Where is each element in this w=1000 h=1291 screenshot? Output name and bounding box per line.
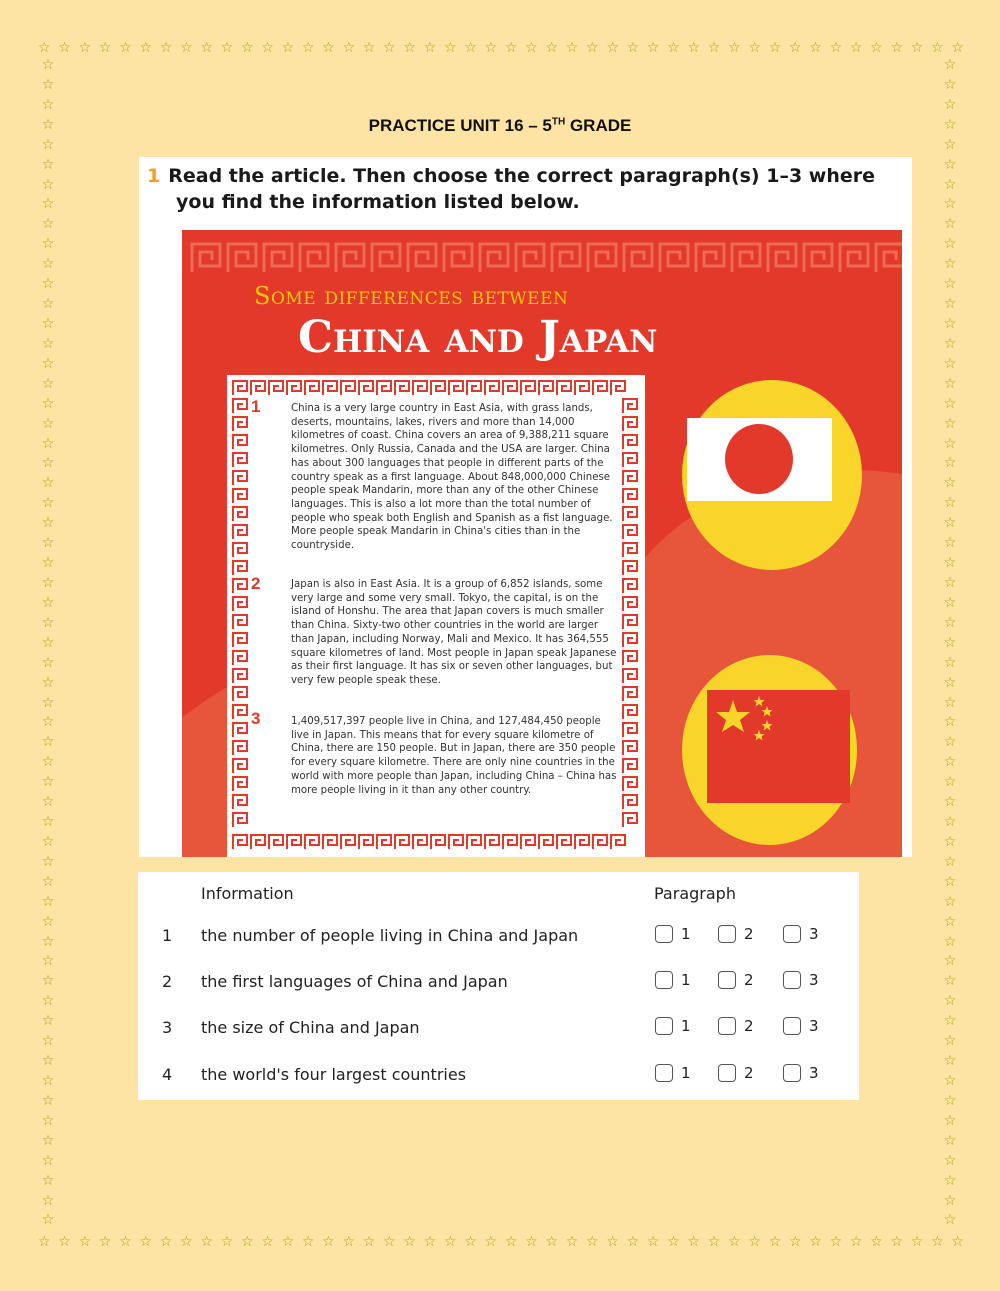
star-outline-icon: ☆ bbox=[41, 1192, 55, 1209]
star-outline-icon: ☆ bbox=[383, 1234, 396, 1250]
star-outline-icon: ☆ bbox=[41, 76, 55, 93]
star-outline-icon: ☆ bbox=[41, 515, 55, 532]
paragraph-checkbox-2[interactable] bbox=[718, 1017, 754, 1035]
star-outline-icon: ☆ bbox=[728, 1234, 741, 1250]
star-outline-icon: ☆ bbox=[180, 40, 193, 56]
paragraph-checkbox-1[interactable] bbox=[655, 1064, 691, 1082]
star-outline-icon: ☆ bbox=[139, 40, 153, 56]
star-outline-icon: ☆ bbox=[870, 1234, 883, 1250]
star-outline-icon: ☆ bbox=[504, 1234, 518, 1250]
star-outline-icon: ☆ bbox=[943, 774, 957, 791]
star-outline-icon: ☆ bbox=[240, 40, 254, 56]
star-outline-icon: ☆ bbox=[41, 833, 55, 850]
star-outline-icon: ☆ bbox=[646, 40, 660, 56]
checkbox-empty-icon[interactable] bbox=[718, 1017, 736, 1035]
star-outline-icon: ☆ bbox=[41, 375, 55, 392]
star-outline-icon: ☆ bbox=[525, 1234, 538, 1250]
star-outline-icon: ☆ bbox=[41, 156, 55, 173]
star-outline-icon: ☆ bbox=[943, 734, 957, 751]
star-outline-icon: ☆ bbox=[525, 40, 538, 56]
star-outline-icon: ☆ bbox=[943, 335, 957, 352]
star-outline-icon: ☆ bbox=[943, 296, 957, 313]
star-outline-icon: ☆ bbox=[849, 1234, 863, 1250]
star-outline-icon: ☆ bbox=[943, 415, 957, 432]
star-outline-icon: ☆ bbox=[809, 40, 822, 56]
star-outline-icon: ☆ bbox=[180, 1234, 193, 1250]
star-outline-icon: ☆ bbox=[829, 1234, 843, 1250]
star-outline-icon: ☆ bbox=[943, 196, 957, 213]
star-outline-icon: ☆ bbox=[943, 96, 957, 113]
star-outline-icon: ☆ bbox=[41, 634, 55, 651]
china-flag-icon bbox=[707, 690, 850, 803]
star-outline-icon: ☆ bbox=[362, 1234, 376, 1250]
paragraph-checkbox-1[interactable] bbox=[655, 971, 691, 989]
paragraph-checkbox-1[interactable] bbox=[655, 925, 691, 943]
instruction bbox=[147, 163, 887, 215]
row-text: the world's four largest countries bbox=[201, 1065, 467, 1084]
paragraph-checkbox-2[interactable] bbox=[718, 1064, 754, 1082]
star-outline-icon: ☆ bbox=[58, 1234, 71, 1250]
star-outline-icon: ☆ bbox=[943, 754, 957, 771]
table-row bbox=[138, 1061, 859, 1091]
header-information: Information bbox=[201, 884, 294, 903]
star-outline-icon: ☆ bbox=[943, 694, 957, 711]
star-outline-icon: ☆ bbox=[322, 1234, 335, 1250]
paragraph-3-number: 3 bbox=[251, 709, 261, 728]
star-outline-icon: ☆ bbox=[362, 40, 376, 56]
star-outline-icon: ☆ bbox=[943, 953, 957, 970]
star-outline-icon: ☆ bbox=[606, 1234, 619, 1250]
star-outline-icon: ☆ bbox=[41, 256, 55, 273]
checkbox-label: 1 bbox=[681, 925, 691, 943]
star-outline-icon: ☆ bbox=[41, 754, 55, 771]
star-outline-icon: ☆ bbox=[41, 475, 55, 492]
star-outline-icon: ☆ bbox=[41, 873, 55, 890]
star-outline-icon: ☆ bbox=[943, 315, 957, 332]
paragraph-checkbox-2[interactable] bbox=[718, 925, 754, 943]
star-outline-icon: ☆ bbox=[41, 276, 55, 293]
star-outline-icon: ☆ bbox=[943, 654, 957, 671]
star-outline-icon: ☆ bbox=[545, 1234, 558, 1250]
checkbox-label: 1 bbox=[681, 1064, 691, 1082]
star-outline-icon: ☆ bbox=[322, 40, 335, 56]
star-border-top bbox=[38, 38, 964, 58]
star-outline-icon: ☆ bbox=[943, 993, 957, 1010]
star-outline-icon: ☆ bbox=[943, 395, 957, 412]
star-outline-icon: ☆ bbox=[943, 913, 957, 930]
row-text: the first languages of China and Japan bbox=[201, 972, 508, 991]
checkbox-label: 3 bbox=[809, 1064, 819, 1082]
star-outline-icon: ☆ bbox=[943, 1073, 957, 1090]
star-outline-icon: ☆ bbox=[943, 814, 957, 831]
star-outline-icon: ☆ bbox=[41, 136, 55, 153]
star-outline-icon: ☆ bbox=[383, 40, 396, 56]
star-outline-icon: ☆ bbox=[943, 794, 957, 811]
checkbox-empty-icon[interactable] bbox=[655, 1064, 673, 1082]
star-outline-icon: ☆ bbox=[484, 1234, 498, 1250]
star-outline-icon: ☆ bbox=[261, 40, 274, 56]
star-outline-icon: ☆ bbox=[748, 40, 761, 56]
star-outline-icon: ☆ bbox=[626, 1234, 640, 1250]
star-outline-icon: ☆ bbox=[943, 216, 957, 233]
star-outline-icon: ☆ bbox=[943, 973, 957, 990]
row-number: 2 bbox=[162, 972, 173, 991]
star-outline-icon: ☆ bbox=[41, 594, 55, 611]
star-outline-icon: ☆ bbox=[41, 853, 55, 870]
star-outline-icon: ☆ bbox=[41, 1152, 55, 1169]
star-outline-icon: ☆ bbox=[910, 1234, 924, 1250]
star-outline-icon: ☆ bbox=[943, 355, 957, 372]
star-outline-icon: ☆ bbox=[41, 96, 55, 113]
star-outline-icon: ☆ bbox=[41, 57, 55, 73]
star-outline-icon: ☆ bbox=[41, 953, 55, 970]
star-outline-icon: ☆ bbox=[41, 973, 55, 990]
star-outline-icon: ☆ bbox=[943, 634, 957, 651]
star-outline-icon: ☆ bbox=[41, 535, 55, 552]
checkbox-label: 2 bbox=[744, 1017, 754, 1035]
star-outline-icon: ☆ bbox=[943, 495, 957, 512]
star-outline-icon: ☆ bbox=[943, 1132, 957, 1149]
star-outline-icon: ☆ bbox=[159, 40, 173, 56]
star-outline-icon: ☆ bbox=[41, 335, 55, 352]
instruction-number: 1 bbox=[147, 165, 161, 187]
star-outline-icon: ☆ bbox=[41, 495, 55, 512]
star-outline-icon: ☆ bbox=[943, 276, 957, 293]
star-outline-icon: ☆ bbox=[951, 40, 964, 56]
checkbox-empty-icon[interactable] bbox=[718, 1064, 736, 1082]
star-outline-icon: ☆ bbox=[849, 40, 863, 56]
star-outline-icon: ☆ bbox=[301, 40, 315, 56]
star-outline-icon: ☆ bbox=[41, 933, 55, 950]
star-border-right bbox=[940, 58, 960, 1228]
star-outline-icon: ☆ bbox=[41, 1013, 55, 1030]
star-outline-icon: ☆ bbox=[788, 1234, 802, 1250]
star-outline-icon: ☆ bbox=[41, 395, 55, 412]
page-title-end: GRADE bbox=[565, 116, 632, 135]
paragraph-checkbox-1[interactable] bbox=[655, 1017, 691, 1035]
star-outline-icon: ☆ bbox=[606, 40, 619, 56]
star-outline-icon: ☆ bbox=[943, 76, 957, 93]
star-outline-icon: ☆ bbox=[41, 415, 55, 432]
article-title: China and Japan bbox=[298, 312, 658, 363]
star-outline-icon: ☆ bbox=[41, 196, 55, 213]
star-outline-icon: ☆ bbox=[943, 236, 957, 253]
paragraph-checkbox-2[interactable] bbox=[718, 971, 754, 989]
star-outline-icon: ☆ bbox=[667, 1234, 680, 1250]
checkbox-label: 2 bbox=[744, 971, 754, 989]
star-outline-icon: ☆ bbox=[943, 1172, 957, 1189]
star-outline-icon: ☆ bbox=[41, 734, 55, 751]
article-subtitle: Some differences between bbox=[254, 282, 569, 310]
star-outline-icon: ☆ bbox=[943, 1033, 957, 1050]
star-outline-icon: ☆ bbox=[261, 1234, 274, 1250]
star-outline-icon: ☆ bbox=[41, 1073, 55, 1090]
table-row bbox=[138, 922, 859, 952]
article-poster bbox=[182, 230, 902, 857]
star-outline-icon: ☆ bbox=[41, 814, 55, 831]
article-card bbox=[139, 157, 912, 857]
star-outline-icon: ☆ bbox=[951, 1234, 964, 1250]
japan-flag-icon bbox=[687, 418, 832, 501]
checkbox-empty-icon[interactable] bbox=[655, 925, 673, 943]
star-outline-icon: ☆ bbox=[342, 40, 356, 56]
star-outline-icon: ☆ bbox=[159, 1234, 173, 1250]
checkbox-empty-icon[interactable] bbox=[783, 925, 801, 943]
star-outline-icon: ☆ bbox=[707, 1234, 721, 1250]
row-text: the size of China and Japan bbox=[201, 1018, 420, 1037]
star-outline-icon: ☆ bbox=[78, 1234, 92, 1250]
star-outline-icon: ☆ bbox=[586, 1234, 599, 1250]
star-outline-icon: ☆ bbox=[943, 1112, 957, 1129]
star-outline-icon: ☆ bbox=[943, 933, 957, 950]
star-outline-icon: ☆ bbox=[423, 40, 437, 56]
star-outline-icon: ☆ bbox=[943, 256, 957, 273]
star-outline-icon: ☆ bbox=[41, 296, 55, 313]
checkbox-label: 3 bbox=[809, 925, 819, 943]
star-outline-icon: ☆ bbox=[41, 694, 55, 711]
star-outline-icon: ☆ bbox=[41, 176, 55, 193]
star-outline-icon: ☆ bbox=[41, 355, 55, 372]
star-outline-icon: ☆ bbox=[646, 1234, 660, 1250]
star-outline-icon: ☆ bbox=[943, 893, 957, 910]
star-outline-icon: ☆ bbox=[565, 40, 579, 56]
table-row bbox=[138, 1014, 859, 1044]
star-outline-icon: ☆ bbox=[41, 435, 55, 452]
star-outline-icon: ☆ bbox=[565, 1234, 579, 1250]
star-outline-icon: ☆ bbox=[943, 375, 957, 392]
star-outline-icon: ☆ bbox=[342, 1234, 356, 1250]
star-outline-icon: ☆ bbox=[119, 40, 132, 56]
star-outline-icon: ☆ bbox=[748, 1234, 761, 1250]
page-title-superscript: TH bbox=[551, 116, 566, 128]
checkbox-empty-icon[interactable] bbox=[783, 1017, 801, 1035]
star-outline-icon: ☆ bbox=[943, 535, 957, 552]
checkbox-empty-icon[interactable] bbox=[718, 925, 736, 943]
star-outline-icon: ☆ bbox=[41, 614, 55, 631]
star-outline-icon: ☆ bbox=[443, 1234, 457, 1250]
star-outline-icon: ☆ bbox=[829, 40, 843, 56]
star-outline-icon: ☆ bbox=[41, 913, 55, 930]
star-outline-icon: ☆ bbox=[41, 1172, 55, 1189]
star-outline-icon: ☆ bbox=[41, 714, 55, 731]
checkbox-label: 1 bbox=[681, 971, 691, 989]
paragraph-checkbox-3[interactable] bbox=[783, 925, 819, 943]
star-outline-icon: ☆ bbox=[943, 1053, 957, 1070]
checkbox-label: 1 bbox=[681, 1017, 691, 1035]
star-outline-icon: ☆ bbox=[768, 40, 782, 56]
paragraph-2: Japan is also in East Asia. It is a group of 6,852 islands, some very large and some very small. Tokyo, the capital, is on the island of Honshu. The area that Japan covers is much smaller than China. Sixty-two other countries in the world are larger than Japan, including Norway, Mali and Mexico. It has 364,555 square kilometres of land. Most people in Japan speak Japanese as their first language. It has six or seven other languages, but very few people speak these. bbox=[291, 579, 617, 686]
fret-pattern-decoration bbox=[182, 238, 902, 278]
star-outline-icon: ☆ bbox=[200, 1234, 213, 1250]
star-outline-icon: ☆ bbox=[41, 674, 55, 691]
star-outline-icon: ☆ bbox=[41, 1033, 55, 1050]
paragraph-1-number: 1 bbox=[251, 397, 261, 416]
star-outline-icon: ☆ bbox=[768, 1234, 782, 1250]
paragraph-checkbox-3[interactable] bbox=[783, 1064, 819, 1082]
checkbox-label: 2 bbox=[744, 1064, 754, 1082]
instruction-line-1: Read the article. Then choose the correct paragraph(s) 1–3 where bbox=[168, 165, 876, 187]
star-outline-icon: ☆ bbox=[667, 40, 680, 56]
checkbox-empty-icon[interactable] bbox=[718, 971, 736, 989]
star-outline-icon: ☆ bbox=[281, 40, 295, 56]
checkbox-empty-icon[interactable] bbox=[783, 971, 801, 989]
star-outline-icon: ☆ bbox=[943, 873, 957, 890]
star-outline-icon: ☆ bbox=[281, 1234, 295, 1250]
star-outline-icon: ☆ bbox=[41, 794, 55, 811]
star-outline-icon: ☆ bbox=[910, 40, 924, 56]
star-outline-icon: ☆ bbox=[943, 156, 957, 173]
star-outline-icon: ☆ bbox=[890, 40, 904, 56]
star-outline-icon: ☆ bbox=[707, 40, 721, 56]
row-number: 4 bbox=[162, 1065, 173, 1084]
paragraph-1: China is a very large country in East Asia, with grass lands, deserts, mountains, lakes, rivers and more than 14,000 kilometres of coast. China covers an area of 9,388,211 square kilometres. Only Russia, Canada and the USA are larger. China has about 300 languages that people in different parts of the country speak as a first language. About 848,000,000 Chinese people speak Mandarin, more than any of the other Chinese languages. This is also a lot more than the total number of people who speak both English and Spanish as a fist language. More people speak Mandarin in China's cities than in the countryside. bbox=[291, 403, 613, 552]
star-outline-icon: ☆ bbox=[943, 136, 957, 153]
star-outline-icon: ☆ bbox=[890, 1234, 904, 1250]
row-number: 3 bbox=[162, 1018, 173, 1037]
star-outline-icon: ☆ bbox=[943, 455, 957, 472]
table-row bbox=[138, 968, 859, 998]
star-outline-icon: ☆ bbox=[41, 116, 55, 133]
star-outline-icon: ☆ bbox=[464, 1234, 477, 1250]
star-outline-icon: ☆ bbox=[687, 1234, 701, 1250]
star-outline-icon: ☆ bbox=[41, 216, 55, 233]
star-outline-icon: ☆ bbox=[687, 40, 701, 56]
star-outline-icon: ☆ bbox=[41, 1212, 55, 1229]
star-outline-icon: ☆ bbox=[240, 1234, 254, 1250]
star-outline-icon: ☆ bbox=[931, 1234, 944, 1250]
star-outline-icon: ☆ bbox=[484, 40, 498, 56]
star-outline-icon: ☆ bbox=[220, 40, 234, 56]
checkbox-empty-icon[interactable] bbox=[783, 1064, 801, 1082]
star-outline-icon: ☆ bbox=[943, 515, 957, 532]
star-outline-icon: ☆ bbox=[943, 614, 957, 631]
page-title-text: PRACTICE UNIT 16 – 5 bbox=[368, 116, 552, 135]
star-outline-icon: ☆ bbox=[41, 893, 55, 910]
article-text-box bbox=[227, 375, 645, 857]
star-outline-icon: ☆ bbox=[301, 1234, 315, 1250]
star-outline-icon: ☆ bbox=[586, 40, 599, 56]
star-outline-icon: ☆ bbox=[943, 1013, 957, 1030]
star-outline-icon: ☆ bbox=[58, 40, 71, 56]
star-outline-icon: ☆ bbox=[943, 853, 957, 870]
star-outline-icon: ☆ bbox=[943, 714, 957, 731]
checkbox-label: 2 bbox=[744, 925, 754, 943]
star-outline-icon: ☆ bbox=[728, 40, 741, 56]
star-outline-icon: ☆ bbox=[200, 40, 213, 56]
page-title bbox=[0, 116, 1000, 136]
star-outline-icon: ☆ bbox=[943, 1092, 957, 1109]
star-outline-icon: ☆ bbox=[41, 1053, 55, 1070]
star-outline-icon: ☆ bbox=[943, 1152, 957, 1169]
star-outline-icon: ☆ bbox=[545, 40, 558, 56]
star-outline-icon: ☆ bbox=[41, 236, 55, 253]
answer-table bbox=[138, 872, 859, 1100]
star-outline-icon: ☆ bbox=[943, 674, 957, 691]
star-outline-icon: ☆ bbox=[41, 315, 55, 332]
star-outline-icon: ☆ bbox=[41, 993, 55, 1010]
checkbox-empty-icon[interactable] bbox=[655, 971, 673, 989]
paragraph-checkbox-3[interactable] bbox=[783, 971, 819, 989]
paragraph-checkbox-3[interactable] bbox=[783, 1017, 819, 1035]
paragraph-2-number: 2 bbox=[251, 574, 261, 593]
star-outline-icon: ☆ bbox=[38, 40, 51, 56]
checkbox-label: 3 bbox=[809, 971, 819, 989]
star-outline-icon: ☆ bbox=[443, 40, 457, 56]
star-outline-icon: ☆ bbox=[78, 40, 92, 56]
star-outline-icon: ☆ bbox=[626, 40, 640, 56]
star-outline-icon: ☆ bbox=[943, 555, 957, 572]
star-outline-icon: ☆ bbox=[98, 40, 112, 56]
star-outline-icon: ☆ bbox=[41, 1132, 55, 1149]
instruction-line-2: you find the information listed below. bbox=[176, 191, 580, 213]
header-paragraph: Paragraph bbox=[654, 884, 736, 903]
star-outline-icon: ☆ bbox=[41, 555, 55, 572]
star-outline-icon: ☆ bbox=[943, 1212, 957, 1229]
star-border-left bbox=[38, 58, 58, 1228]
star-outline-icon: ☆ bbox=[504, 40, 518, 56]
star-outline-icon: ☆ bbox=[943, 57, 957, 73]
star-outline-icon: ☆ bbox=[870, 40, 883, 56]
star-outline-icon: ☆ bbox=[220, 1234, 234, 1250]
star-outline-icon: ☆ bbox=[41, 654, 55, 671]
star-outline-icon: ☆ bbox=[98, 1234, 112, 1250]
star-outline-icon: ☆ bbox=[139, 1234, 153, 1250]
star-outline-icon: ☆ bbox=[809, 1234, 822, 1250]
star-outline-icon: ☆ bbox=[41, 1092, 55, 1109]
star-outline-icon: ☆ bbox=[943, 475, 957, 492]
star-outline-icon: ☆ bbox=[41, 1112, 55, 1129]
star-outline-icon: ☆ bbox=[38, 1234, 51, 1250]
star-border-bottom bbox=[38, 1232, 964, 1252]
star-outline-icon: ☆ bbox=[403, 40, 416, 56]
paragraph-3: 1,409,517,397 people live in China, and 127,484,450 people live in Japan. This means that for every square kilometre of China, there are 150 people. But in Japan, there are 350 people for every square kilometre. There are only nine countries in the world with more people than Japan, including China – China has more people living in it than any other country. bbox=[291, 716, 617, 796]
checkbox-label: 3 bbox=[809, 1017, 819, 1035]
star-outline-icon: ☆ bbox=[41, 455, 55, 472]
star-outline-icon: ☆ bbox=[788, 40, 802, 56]
star-outline-icon: ☆ bbox=[943, 833, 957, 850]
star-outline-icon: ☆ bbox=[943, 176, 957, 193]
checkbox-empty-icon[interactable] bbox=[655, 1017, 673, 1035]
star-outline-icon: ☆ bbox=[41, 774, 55, 791]
star-outline-icon: ☆ bbox=[464, 40, 477, 56]
star-outline-icon: ☆ bbox=[943, 435, 957, 452]
star-outline-icon: ☆ bbox=[943, 116, 957, 133]
star-outline-icon: ☆ bbox=[423, 1234, 437, 1250]
row-number: 1 bbox=[162, 926, 173, 945]
star-outline-icon: ☆ bbox=[931, 40, 944, 56]
star-outline-icon: ☆ bbox=[943, 594, 957, 611]
star-outline-icon: ☆ bbox=[403, 1234, 416, 1250]
star-outline-icon: ☆ bbox=[119, 1234, 132, 1250]
star-outline-icon: ☆ bbox=[943, 574, 957, 591]
row-text: the number of people living in China and Japan bbox=[201, 926, 579, 945]
star-outline-icon: ☆ bbox=[41, 574, 55, 591]
star-outline-icon: ☆ bbox=[943, 1192, 957, 1209]
